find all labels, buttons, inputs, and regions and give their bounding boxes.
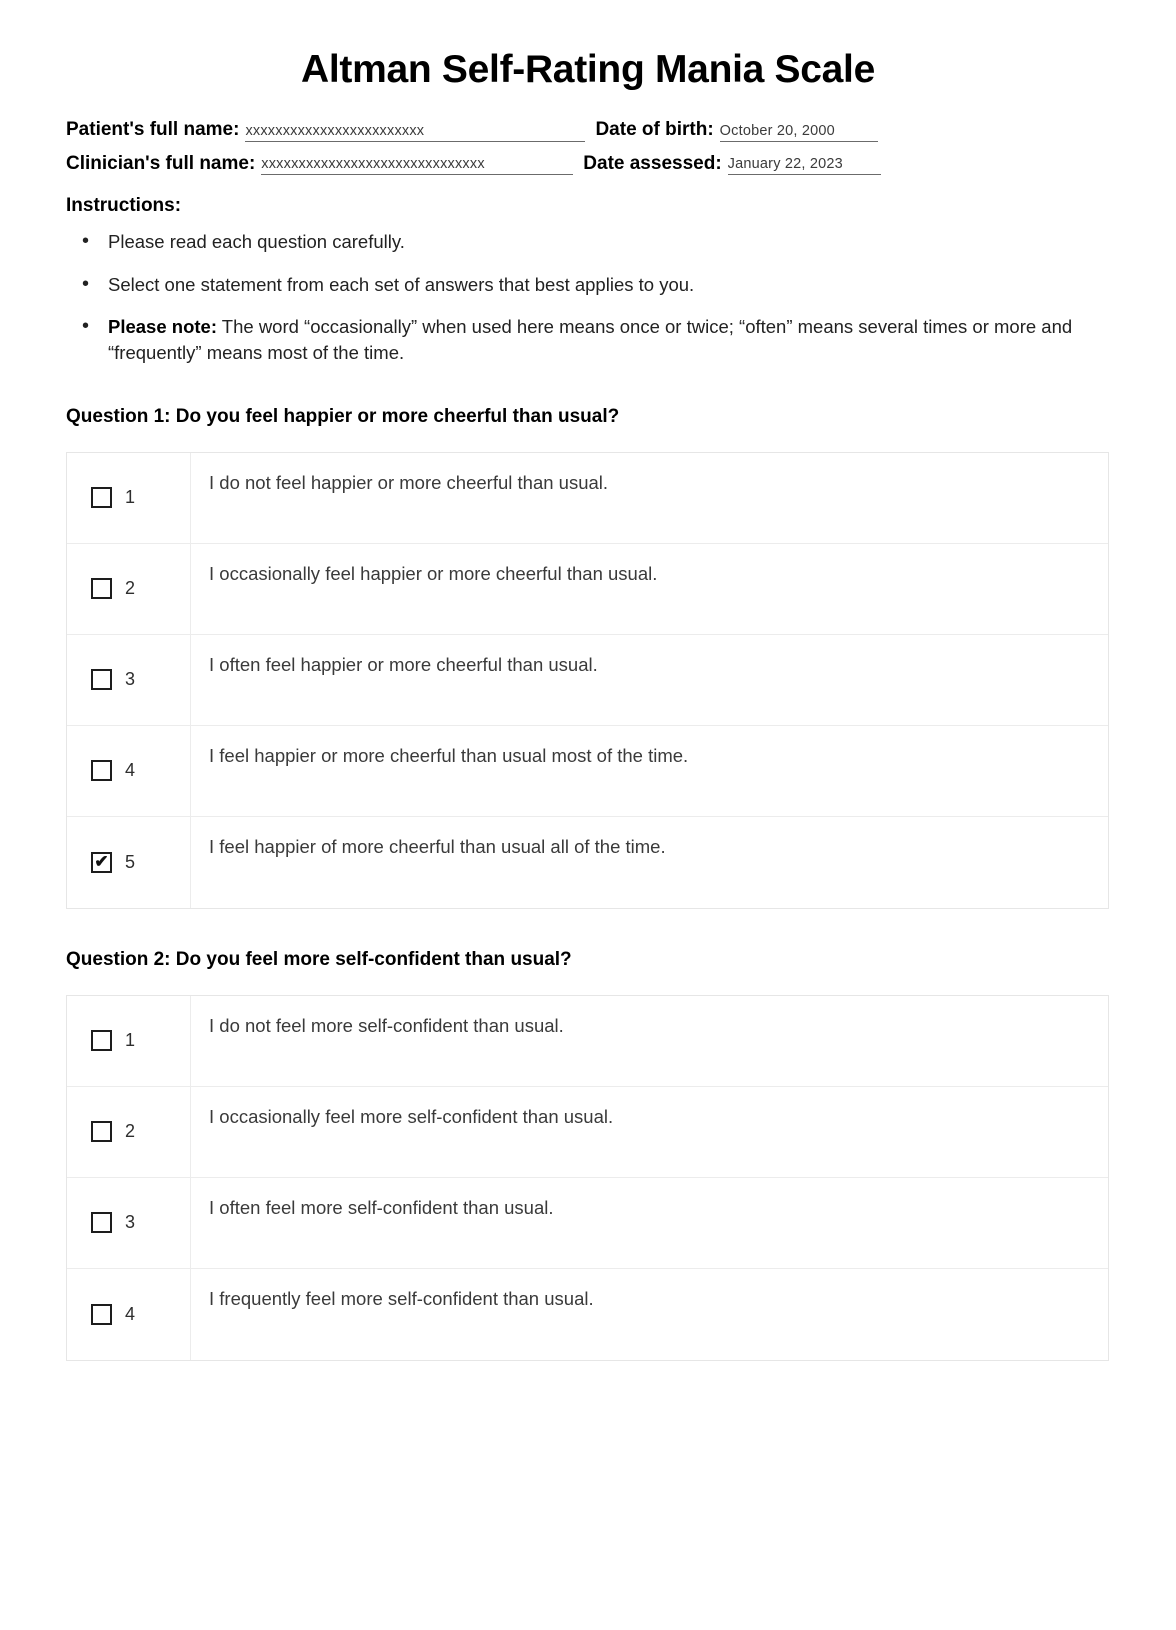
answer-option-row[interactable] (67, 996, 1108, 1087)
checkmark-icon: ✔ (94, 851, 109, 871)
answer-option-row[interactable] (67, 635, 1108, 726)
clinician-name-label: Clinician's full name: (66, 152, 256, 174)
answer-choice-number: 5 (125, 851, 136, 872)
question-heading (66, 949, 1110, 971)
answer-statement-text: I often feel happier or more cheerful than usual. (209, 653, 598, 675)
checkbox-icon[interactable] (91, 578, 112, 599)
checkbox-icon[interactable] (91, 1030, 112, 1051)
answer-option-row[interactable] (67, 544, 1108, 635)
answer-choice-cell[interactable] (67, 726, 191, 816)
instructions-heading: Instructions: (66, 195, 182, 217)
question-number-label: Question 2: (66, 948, 171, 970)
answer-statement-text: I do not feel happier or more cheerful than usual. (209, 471, 609, 493)
instruction-item-text: Select one statement from each set of answers that best applies to you. (108, 273, 695, 295)
instruction-item-text: Please read each question carefully. (108, 231, 405, 253)
questions-container (66, 406, 1110, 1361)
answer-choice-cell[interactable] (67, 544, 191, 634)
answer-option-row[interactable] (67, 1087, 1108, 1178)
date-of-birth-value: October 20, 2000 (719, 122, 835, 139)
identity-row-clinician-assessed (66, 153, 1110, 176)
date-assessed-field[interactable] (728, 155, 881, 175)
checkbox-icon[interactable] (91, 669, 112, 690)
date-of-birth-field[interactable] (720, 122, 878, 142)
answer-statement-text: I feel happier or more cheerful than usual most of the time. (209, 744, 689, 766)
clinician-name-value: xxxxxxxxxxxxxxxxxxxxxxxxxxxxxx (261, 156, 485, 173)
checkbox-icon[interactable] (91, 1212, 112, 1233)
answer-option-row[interactable] (67, 817, 1108, 908)
answer-statement-text: I do not feel more self-confident than usual. (209, 1014, 564, 1036)
answer-statement-text: I often feel more self-confident than usual. (209, 1196, 554, 1218)
answer-statement-text: I occasionally feel more self-confident than usual. (209, 1105, 614, 1127)
patient-identity-block (66, 119, 1110, 176)
answer-choice-number: 1 (125, 1030, 136, 1050)
checkbox-icon[interactable] (91, 487, 112, 508)
instruction-item-emphasis: Please note: (108, 316, 217, 338)
identity-row-names-dob (66, 119, 1110, 142)
answer-statement-text: I occasionally feel happier or more cheerful than usual. (209, 562, 658, 584)
answer-option-row[interactable] (67, 453, 1108, 544)
answer-choice-cell[interactable] (67, 1087, 191, 1177)
answer-choice-cell[interactable] (67, 453, 191, 543)
date-assessed-value: January 22, 2023 (727, 156, 843, 173)
answer-choice-cell[interactable] (67, 1269, 191, 1360)
question-prompt: Do you feel more self-confident than usual? (170, 948, 572, 970)
checkbox-icon[interactable] (91, 1121, 112, 1142)
checkbox-icon[interactable] (91, 760, 112, 781)
answer-choice-number: 4 (125, 1303, 136, 1324)
patient-name-field[interactable] (245, 122, 585, 142)
answer-choice-cell[interactable] (67, 1178, 191, 1268)
checkbox-icon[interactable] (91, 1304, 112, 1325)
answer-choice-number: 2 (125, 1121, 136, 1141)
answer-choice-number: 2 (125, 578, 136, 598)
answer-choice-cell[interactable] (67, 635, 191, 725)
question-number-label: Question 1: (66, 405, 171, 427)
answer-options-table (66, 995, 1109, 1361)
instructions-list (66, 229, 1110, 365)
instruction-item (104, 272, 1110, 298)
date-assessed-label: Date assessed: (583, 152, 722, 174)
answer-choice-number: 3 (125, 669, 136, 689)
question-prompt: Do you feel happier or more cheerful than usual? (170, 405, 620, 427)
answer-option-row[interactable] (67, 1178, 1108, 1269)
answer-choice-cell[interactable] (67, 996, 191, 1086)
answer-choice-cell[interactable] (67, 817, 191, 908)
answer-option-row[interactable] (67, 726, 1108, 817)
answer-option-row[interactable] (67, 1269, 1108, 1360)
answer-statement-text: I feel happier of more cheerful than usual all of the time. (209, 835, 666, 857)
patient-name-value: xxxxxxxxxxxxxxxxxxxxxxxx (245, 122, 425, 139)
answer-choice-number: 4 (125, 760, 136, 780)
date-of-birth-label: Date of birth: (595, 118, 714, 140)
answer-statement-text: I frequently feel more self-confident than usual. (209, 1287, 594, 1309)
answer-choice-number: 1 (125, 487, 136, 507)
patient-name-label: Patient's full name: (66, 118, 240, 140)
page-title: Altman Self-Rating Mania Scale (301, 48, 875, 91)
question-heading (66, 406, 1110, 428)
answer-options-table (66, 452, 1109, 909)
instruction-item (104, 314, 1110, 365)
checkbox-checked-icon[interactable] (91, 852, 112, 873)
instruction-item (104, 229, 1110, 255)
clinician-name-field[interactable] (261, 155, 573, 175)
answer-choice-number: 3 (125, 1212, 136, 1232)
instruction-item-text: The word “occasionally” when used here means once or twice; “often” means several times or more and “frequently” means most of the time. (108, 316, 1073, 363)
